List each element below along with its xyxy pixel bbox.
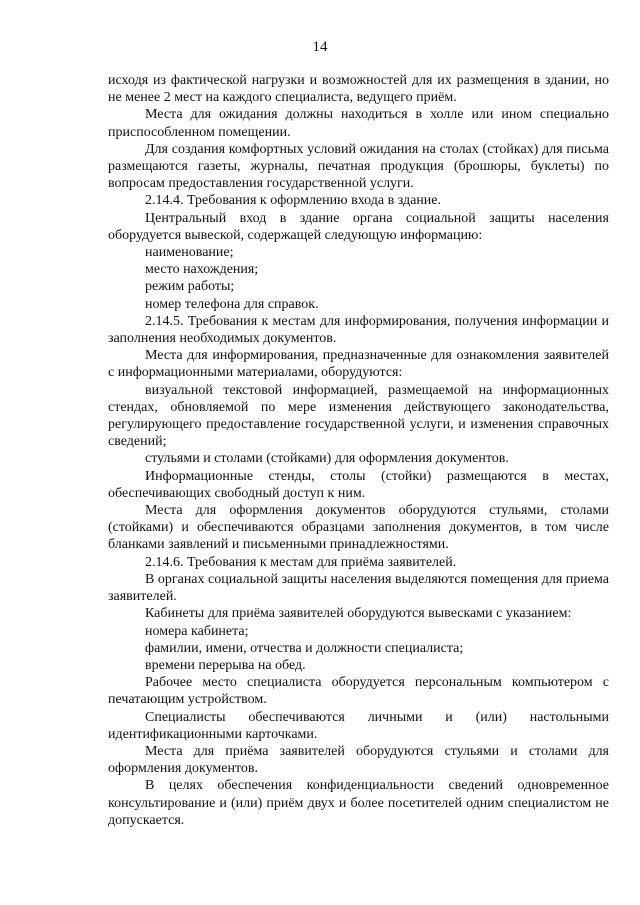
section-heading-2-14-4: 2.14.4. Требования к оформлению входа в здание. — [145, 193, 442, 209]
paragraph: В целях обеспечения конфиденциальности сведений одновременное консультирование и (или) приём двух и более посетителей одним специалистом не допускается. — [108, 778, 609, 828]
list-item: номера кабинета; — [145, 623, 249, 639]
paragraph: Места для информирования, предназначенные для ознакомления заявителей с информационными материалами, оборудуются: — [108, 348, 609, 381]
paragraph: Кабинеты для приёма заявителей оборудуются вывесками с указанием: — [145, 606, 572, 622]
paragraph: Специалисты обеспечиваются личными и (или) настольными идентификационными карточками. — [108, 709, 609, 742]
paragraph: Для создания комфортных условий ожидания на столах (стойках) для письма размещаются газеты, журналы, печатная продукция (брошюры, буклеты) по вопросам предоставления государственной услуги. — [108, 141, 609, 192]
paragraph-continuation: исходя из фактической нагрузки и возможностей для их размещения в здании, но не менее 2 мест на каждого специалиста, ведущего приём. — [108, 73, 609, 106]
list-item: стульями и столами (стойками) для оформления документов. — [145, 451, 509, 467]
list-item: номер телефона для справок. — [145, 296, 319, 312]
paragraph: Места для оформления документов оборудуются стульями, столами (стойками) и обеспечиваются образцами заполнения документов, в том числе бланками заявлений и письменными принадлежностями. — [108, 503, 609, 553]
paragraph: Рабочее место специалиста оборудуется персональным компьютером с печатающим устройством. — [108, 675, 609, 708]
list-item: фамилии, имени, отчества и должности специалиста; — [145, 640, 464, 656]
section-heading-2-14-6: 2.14.6. Требования к местам для приёма заявителей. — [145, 554, 457, 570]
list-item: место нахождения; — [145, 262, 259, 278]
list-item: наименование; — [145, 245, 234, 261]
paragraph: Места для приёма заявителей оборудуются стульями и столами для оформления документов. — [108, 743, 609, 777]
paragraph: Информационные стенды, столы (стойки) размещаются в местах, обеспечивающих свободный доступ к ним. — [108, 468, 609, 501]
document-body — [108, 72, 609, 829]
page-number: 14 — [312, 39, 328, 55]
paragraph: В органах социальной защиты населения выделяются помещения для приема заявителей. — [108, 571, 609, 605]
paragraph: Места для ожидания должны находиться в холле или ином специально приспособленном помещении. — [108, 107, 609, 140]
list-item: визуальной текстовой информацией, размещаемой на информационных стендах, обновляемой по мере изменения действующего законодательства, регулирующего предоставление государственной услуги, и изменения справочных сведений; — [108, 382, 609, 450]
list-item: времени перерыва на обед. — [145, 657, 306, 673]
list-item: режим работы; — [145, 279, 235, 295]
paragraph: Центральный вход в здание органа социальной защиты населения оборудуется вывеской, содержащей следующую информацию: — [108, 210, 609, 243]
section-heading-2-14-5: 2.14.5. Требования к местам для информирования, получения информации и заполнения необходимых документов. — [108, 313, 609, 347]
